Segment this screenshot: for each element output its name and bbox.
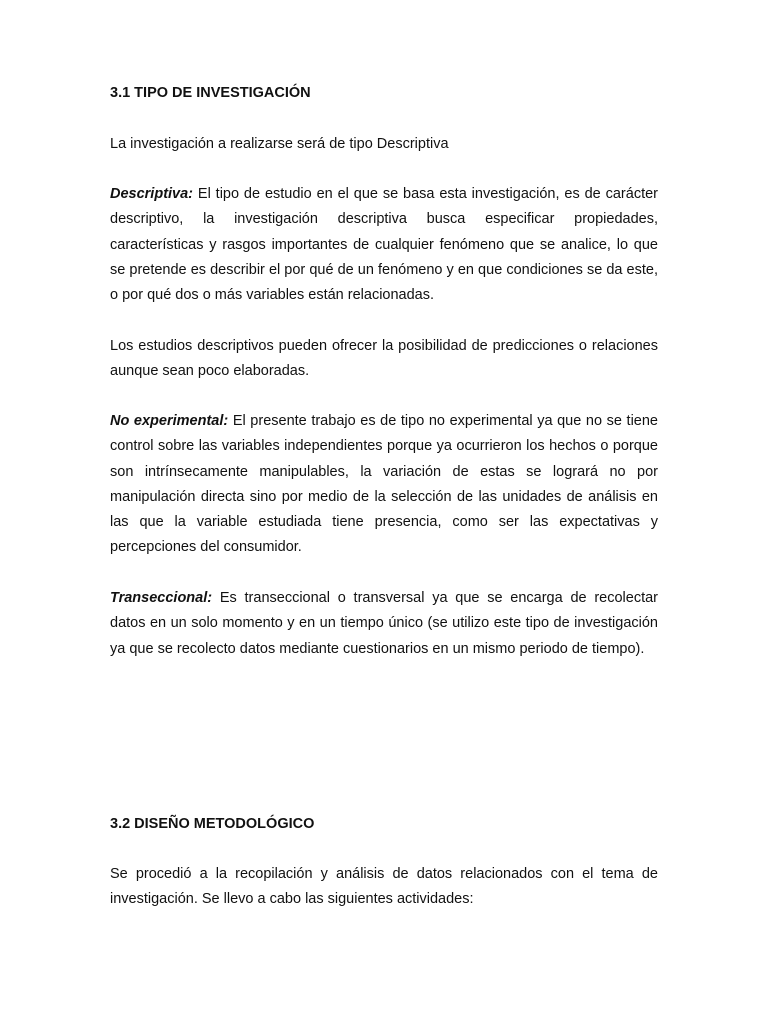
diseno-paragraph (110, 862, 658, 913)
transeccional-term: Transeccional: (110, 590, 213, 606)
no-experimental-text: El presente trabajo es de tipo no experimental ya que no se tiene control sobre las variables independientes porque ya ocurrieron los hechos o porque son intrínsecamente manipulables, la variación de estas se logrará no por manipulación directa sino por medio de la selección de las unidades de análisis en las que la variable estudiada tiene presencia, como ser las expectativas y percepciones del consumidor. (110, 413, 658, 556)
section-heading-3-1: 3.1 TIPO DE INVESTIGACIÓN (110, 85, 311, 101)
intro-text: La investigación a realizarse será de tipo Descriptiva (110, 136, 449, 152)
no-experimental-paragraph (110, 409, 658, 561)
intro-paragraph (110, 132, 658, 157)
estudios-paragraph (110, 334, 658, 385)
no-experimental-term: No experimental: (110, 413, 229, 429)
section-heading-3-2: 3.2 DISEÑO METODOLÓGICO (110, 816, 315, 832)
estudios-text: Los estudios descriptivos pueden ofrecer la posibilidad de predicciones o relaciones aunque sean poco elaboradas. (110, 338, 658, 380)
transeccional-paragraph (110, 586, 658, 662)
descriptiva-paragraph (110, 182, 658, 308)
descriptiva-term: Descriptiva: (110, 186, 194, 202)
diseno-text: Se procedió a la recopilación y análisis de datos relacionados con el tema de investigación. Se llevo a cabo las siguientes actividades: (110, 866, 658, 908)
transeccional-text: Es transeccional o transversal ya que se encarga de recolectar datos en un solo momento y en un tiempo único (se utilizo este tipo de investigación ya que se recolecto datos mediante cuestionarios en un mismo periodo de tiempo). (110, 590, 658, 657)
descriptiva-text: El tipo de estudio en el que se basa esta investigación, es de carácter descriptivo, la investigación descriptiva busca especificar propiedades, características y rasgos importantes de cualquier fenómeno que se analice, lo que se pretende es describir el por qué de un fenómeno y en que condiciones se da este, o por qué dos o más variables están relacionadas. (110, 186, 658, 304)
